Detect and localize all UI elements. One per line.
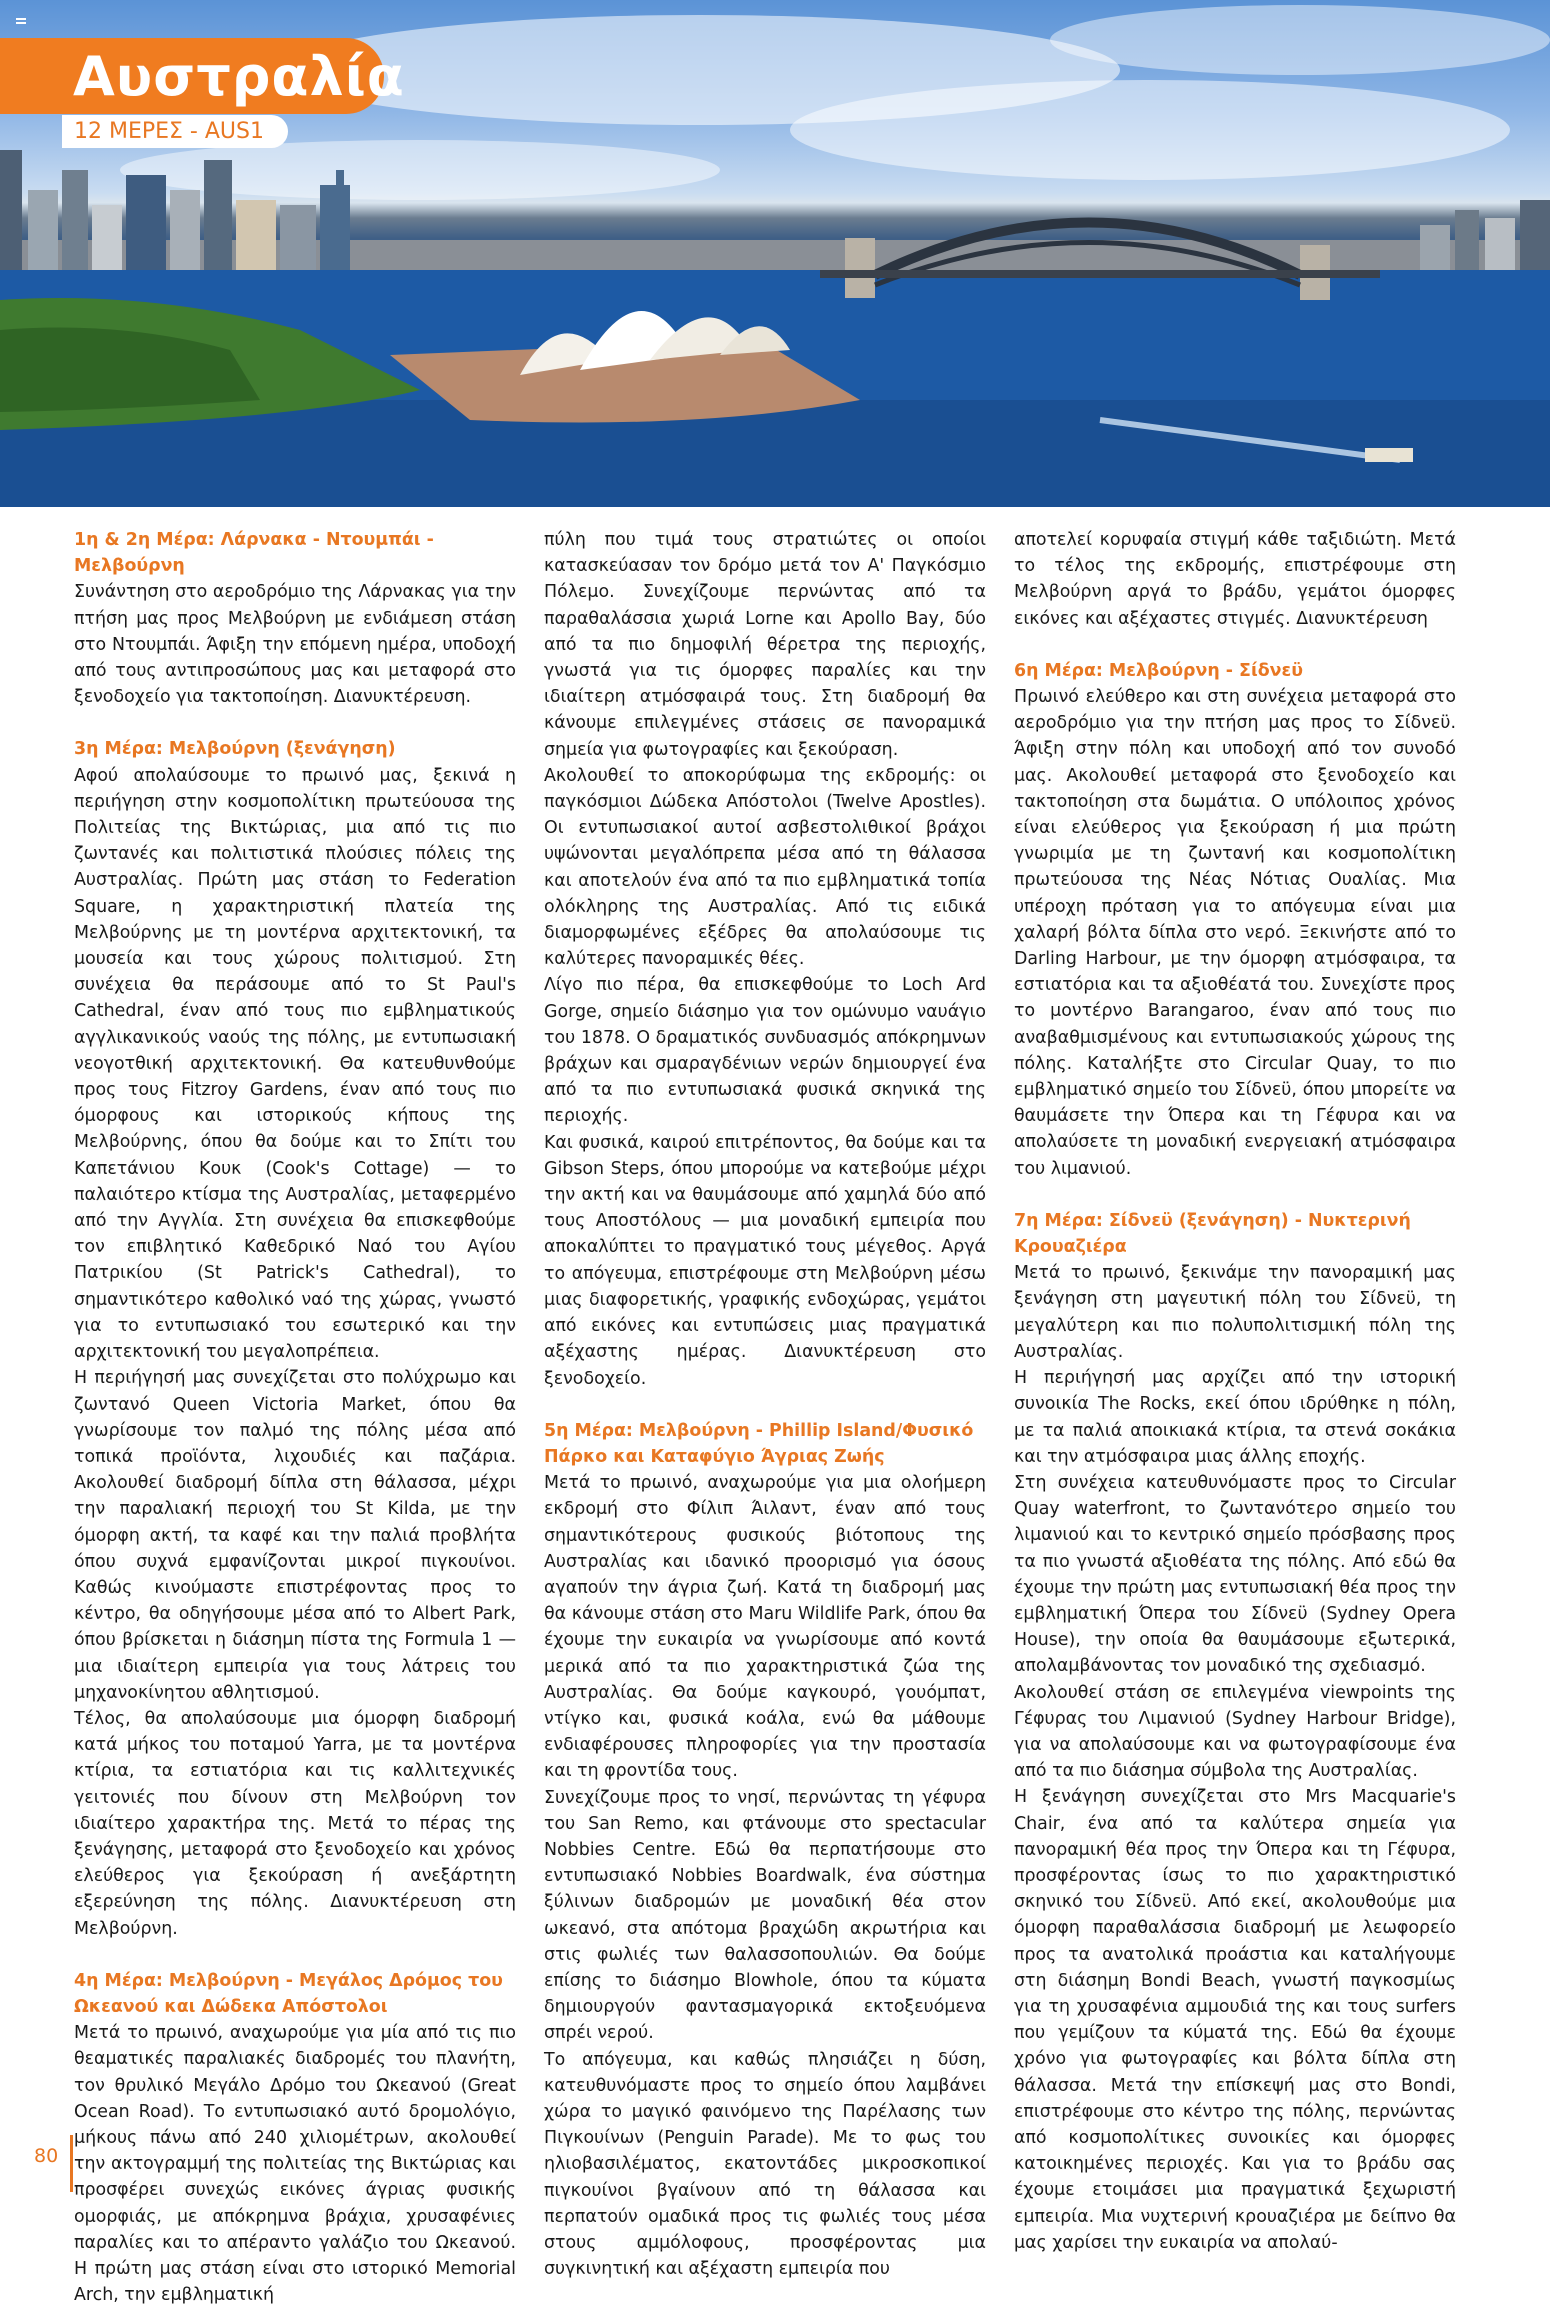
paragraph: Μετά το πρωινό, αναχωρούμε για μια ολοήμερη εκδρομή στο Φίλιπ Άιλαντ, έναν από τους σημαντικότερους φυσικούς βιότοπους της Αυστραλίας και ιδανικό προορισμό για όσους αγαπούν την άγρια ζωή. Κατά τη διαδρομή μας θα κάνουμε στάση στο Maru Wildlife Park, όπου θα έχουμε την ευκαιρία να γνωρίσουμε από κοντά μερικά από τα πιο χαρακτηριστικά ζώα της Αυστραλίας. Θα δούμε καγκουρό, γουόμπατ, ντίγκο και, φυσικά κοάλα, ενώ θα μάθουμε ενδιαφέρουσες πληροφορίες για την προστασία και τη φροντίδα τους. [544, 1473, 986, 1782]
paragraph: Και φυσικά, καιρού επιτρέποντος, θα δούμε και τα Gibson Steps, όπου μπορούμε να κατεβούμε μέχρι την ακτή και να θαυμάσουμε από χαμηλά δύο από τους Αποστόλους — μια μοναδική εμπειρία που αποκαλύπτει το πραγματικό τους μέγεθος. Αργά το απόγευμα, επιστρέφουμε στη Μελβούρνη μέσω μιας διαφορετικής, γραφικής ενδοχώρας, γεμάτοι από εικόνες και εντυπώσεις μιας πραγματικά αξέχαστης ημέρας. Διανυκτέρευση στο ξενοδοχείο. [544, 1132, 986, 1389]
day-heading: 7η Μέρα: Σίδνεϋ (ξενάγηση) - Νυκτερινή Κρουαζιέρα [1014, 1210, 1411, 1258]
paragraph: Αφού απολαύσουμε το πρωινό μας, ξεκινά η περιήγηση στην κοσμοπολίτικη πρωτεύουσα της Πολιτείας της Βικτώριας, μια από τις πιο ζωντανές και πολιτιστικά πλούσιες πόλεις της Αυστραλίας. Πρώτη μας στάση το Federation Square, η χαρακτηριστική πλατεία της Μελβούρνης με τη μοντέρνα αρχιτεκτονική, τα μουσεία και τους χώρους πολιτισμού. Στη συνέχεια θα περάσουμε από το St Paul's Cathedral, έναν από τους πιο εμβληματικούς αγγλικανικούς ναούς της πόλης, με εντυπωσιακή νεογοτθική αρχιτεκτονική. Θα κατευθυνθούμε προς τους Fitzroy Gardens, έναν από τους πιο όμορφους και ιστορικούς κήπους της Μελβούρνης, όπου θα δούμε και το Σπίτι του Καπετάνιου Κουκ (Cook's Cottage) — το παλαιότερο κτίσμα της Αυστραλίας, μεταφερμένο από την Αγγλία. Στη συνέχεια θα επισκεφθούμε τον επιβλητικό Καθεδρικό Ναό του Αγίου Πατρικίου (St Patrick's Cathedral), το σημαντικότερο καθολικό ναό της χώρας, γνωστό για το εντυπωσιακό του εσωτερικό και την αρχιτεκτονική του μεγαλοπρέπεια. [74, 765, 516, 1363]
paragraph: Στη συνέχεια κατευθυνόμαστε προς το Circular Quay waterfront, το ζωντανότερο σημείο του λιμανιού και το κεντρικό σημείο πρόσβασης προς τα πιο γνωστά αξιοθέατα της πόλης. Από εδώ θα έχουμε την πρώτη μας εντυπωσιακή θέα προς την εμβληματική Όπερα του Σίδνεϋ (Sydney Opera House), την οποία θα θαυμάσουμε εξωτερικά, απολαμβάνοντας τον μοναδικό της σχεδιασμό. [1014, 1472, 1456, 1677]
paragraph: αποτελεί κορυφαία στιγμή κάθε ταξιδιώτη. Μετά το τέλος της εκδρομής, επιστρέφουμε στη Μελβούρνη αργά το βράδυ, γεμάτοι όμορφες εικόνες και αξέχαστες στιγμές. Διανυκτέρευση [1014, 530, 1456, 629]
text-column-1 [74, 527, 516, 2308]
section-gap [1014, 632, 1456, 658]
paragraph: Η ξενάγηση συνεχίζεται στο Mrs Macquarie's Chair, ένα από τα καλύτερα σημεία για πανοραμική θέα προς την Όπερα και τη Γέφυρα, προσφέροντας ίσως το πιο χαρακτηριστικό σκηνικό του Σίδνεϋ. Από εκεί, ακολουθούμε μια όμορφη παραθαλάσσια διαδρομή με λεωφορείο προς τα ανατολικά προάστια και καταλήγουμε στη διάσημη Bondi Beach, γνωστή παγκοσμίως για τη χρυσαφένια αμμουδιά της και τους surfers που γεμίζουν τα κύματά της. Εδώ θα έχουμε χρόνο για φωτογραφίες και βόλτα δίπλα στη θάλασσα. Μετά την επίσκεψή μας στο Bondi, επιστρέφουμε στο κέντρο της πόλης, περνώντας από κοσμοπολίτικες συνοικίες και όμορφες κατοικημένες περιοχές. Και για το βράδυ σας έχουμε ετοιμάσει μια πραγματικά ξεχωριστή εμπειρία. Μια νυχτερινή κρουαζιέρα με δείπνο θα μας χαρίσει την ευκαιρία να απολαύ- [1014, 1787, 1456, 2253]
paragraph: Μετά το πρωινό, ξεκινάμε την πανοραμική μας ξενάγηση στη μαγευτική πόλη του Σίδνεϋ, τη μεγαλύτερη και πιο πολυπολιτισμική πόλη της Αυστραλίας. [1014, 1263, 1456, 1362]
day-heading: 5η Μέρα: Μελβούρνη - Phillip Island/Φυσικό Πάρκο και Καταφύγιο Άγριας Ζωής [544, 1420, 974, 1467]
day-heading: 3η Μέρα: Μελβούρνη (ξενάγηση) [74, 739, 396, 760]
tour-code: 12 ΜΕΡΕΣ - AUS1 [74, 119, 264, 144]
paragraph: Μετά το πρωινό, αναχωρούμε για μία από τις πιο θεαματικές παραλιακές διαδρομές του πλανήτη, τον θρυλικό Μεγάλο Δρόμο του Ωκεανού (Great Ocean Road). Το εντυπωσιακό αυτό δρομολόγιο, μήκους πάνω από 240 χιλιομέτρων, ακολουθεί την ακτογραμμή της πολιτείας της Βικτώριας και προσφέρει συνεχώς εικόνες άγριας φυσικής ομορφιάς, με απόκρημνα βράχια, χρυσαφένιες παραλίες και το απέραντο γαλάζιο του Ωκεανού. Η πρώτη μας στάση είναι στο ιστορικό Memorial Arch, την εμβληματική [74, 2023, 516, 2306]
paragraph: Ακολουθεί στάση σε επιλεγμένα viewpoints της Γέφυρας του Λιμανιού (Sydney Harbour Bridge), για να απολαύσουμε και να φωτογραφίσουμε ένα από τα πιο διάσημα σύμβολα της Αυστραλίας. [1014, 1682, 1456, 1782]
paragraph: Πρωινό ελεύθερο και στη συνέχεια μεταφορά στο αεροδρόμιο για την πτήση μας προς το Σίδνεϋ. Άφιξη στην πόλη και υποδοχή από τον συνοδό μας. Ακολουθεί μεταφορά στο ξενοδοχείο και τακτοποίηση στα δωμάτια. Ο υπόλοιπος χρόνος είναι ελεύθερος για ξεκούραση ή μια πρώτη γνωριμία με τη ζωντανή και κοσμοπολίτικη πρωτεύουσα της Νέας Νότιας Ουαλίας. Μια υπέροχη πρόταση για το απόγευμα είναι μια χαλαρή βόλτα δίπλα στο νερό. Ξεκινήστε από το Darling Harbour, με την όμορφη ατμόσφαιρα, τα εστιατόρια και τα αξιοθέατά του. Συνεχίστε προς το μοντέρνο Barangaroo, έναν από τους πιο αναβαθμισμένους και εντυπωσιακούς χώρους της πόλης. Καταλήξτε στο Circular Quay, το πιο εμβληματικό σημείο του Σίδνεϋ, όπου μπορείτε να θαυμάσετε την Όπερα και τη Γέφυρα και να απολαύσετε τη μοναδική ενεργειακή ατμόσφαιρα του λιμανιού. [1014, 687, 1456, 1179]
page-number-rule [70, 2135, 73, 2192]
day-heading: 1η & 2η Μέρα: Λάρνακα - Ντουμπάι - Μελβούρνη [74, 530, 434, 577]
day-heading: 6η Μέρα: Μελβούρνη - Σίδνεϋ [1014, 660, 1303, 681]
paragraph: Το απόγευμα, και καθώς πλησιάζει η δύση, κατευθυνόμαστε προς το σημείο όπου λαμβάνει χώρα το μαγικό φαινόμενο της Παρέλασης των Πιγκουίνων (Penguin Parade). Με το φως του ηλιοβασιλέματος, εκατοντάδες μικροσκοπικοί πιγκουίνοι βγαίνουν από τη θάλασσα και περπατούν ομαδικά προς τις φωλιές τους μέσα στους αμμόλοφους, προσφέροντας μια συγκινητική και αξέχαστη εμπειρία που [544, 2049, 986, 2280]
page-number: 80 [34, 2145, 59, 2167]
paragraph: Συνάντηση στο αεροδρόμιο της Λάρνακας για την πτήση μας προς Μελβούρνη με ενδιάμεση στάση στο Ντουμπάι. Άφιξη την επόμενη ημέρα, υποδοχή από τους αντιπροσώπους μας και μεταφορά στο ξενοδοχείο για τακτοποίηση. Διανυκτέρευση. [74, 582, 516, 708]
paragraph: Ακολουθεί το αποκορύφωμα της εκδρομής: οι παγκόσμιοι Δώδεκα Απόστολοι (Twelve Apostles). Οι εντυπωσιακοί αυτοί ασβεστολιθικοί βράχοι υψώνονται μεγαλόπρεπα μέσα από τη θάλασσα και αποτελούν ένα από τα πιο εμβληματικά τοπία ολόκληρης της Αυστραλίας. Από τις ειδικά διαμορφωμένες εξέδρες θα απολαύσουμε τις καλύτερες πανοραμικές θέες. [544, 765, 986, 970]
section-gap [74, 710, 516, 736]
page-title: Αυστραλία [73, 44, 405, 108]
title-badge [0, 38, 405, 114]
paragraph: Συνεχίζουμε προς το νησί, περνώντας τη γέφυρα του San Remo, και φτάνουμε στο spectacular Nobbies Centre. Εδώ θα περπατήσουμε στο εντυπωσιακό Nobbies Boardwalk, ένα σύστημα ξύλινων διαδρομών με μοναδική θέα στον ωκεανό, στα απότομα βραχώδη ακρωτήρια και στις φωλιές των θαλασσοπουλιών. Θα δούμε επίσης το διάσημο Blowhole, όπου τα κύματα δημιουργούν φαντασμαγορικά εκτοξευόμενα σπρέι νερού. [544, 1787, 986, 2044]
subtitle-badge [62, 115, 288, 148]
section-gap [1014, 1182, 1456, 1208]
section-gap [544, 1392, 986, 1418]
day-heading: 4η Μέρα: Μελβούρνη - Μεγάλος Δρόμος του Ωκεανού και Δώδεκα Απόστολοι [74, 1970, 503, 2017]
menu-icon [16, 18, 26, 26]
text-column-3 [1014, 527, 1456, 2256]
paragraph: Η περιήγησή μας αρχίζει από την ιστορική συνοικία The Rocks, εκεί όπου ιδρύθηκε η πόλη, με τα παλιά αποικιακά κτίρια, τα στενά σοκάκια και την ατμόσφαιρα μιας άλλης εποχής. [1014, 1368, 1456, 1467]
paragraph: Τέλος, θα απολαύσουμε μια όμορφη διαδρομή κατά μήκος του ποταμού Yarra, με τα μοντέρνα κτίρια, τα εστιατόρια και τις καλλιτεχνικές γειτονιές που δίνουν στη Μελβούρνη τον ιδιαίτερο χαρακτήρα της. Μετά το πέρας της ξενάγησης, μεταφορά στο ξενοδοχείο και χρόνος ελεύθερος για ξεκούραση ή ανεξάρτητη εξερεύνηση της πόλης. Διανυκτέρευση στη Μελβούρνη. [74, 1708, 516, 1939]
paragraph: Λίγο πιο πέρα, θα επισκεφθούμε το Loch Ard Gorge, σημείο διάσημο για τον ομώνυμο ναυάγιο του 1878. Ο δραματικός συνδυασμός απόκρημνων βράχων και σμαραγδένιων νερών δημιουργεί ένα από τα πιο εντυπωσιακά φυσικά σκηνικά της περιοχής. [544, 975, 986, 1127]
paragraph: Η περιήγησή μας συνεχίζεται στο πολύχρωμο και ζωντανό Queen Victoria Market, όπου θα γνωρίσουμε τον παλμό της πόλης μέσα από τοπικά προϊόντα, λιχουδιές και παζάρια. Ακολουθεί διαδρομή δίπλα στη θάλασσα, μέχρι την παραλιακή περιοχή του St Kilda, με την όμορφη ακτή, τα καφέ και την παλιά προβλήτα όπου συχνά εμφανίζονται μικροί πιγκουίνοι. Καθώς κινούμαστε επιστρέφοντας προς το κέντρο, θα οδηγήσουμε μέσα από το Albert Park, όπου βρίσκεται η διάσημη πίστα της Formula 1 — μια ιδιαίτερη εμπειρία για τους λάτρεις του μηχανοκίνητου αθλητισμού. [74, 1368, 516, 1703]
text-column-2 [544, 527, 986, 2282]
hero-photo [0, 0, 1550, 507]
paragraph: πύλη που τιμά τους στρατιώτες οι οποίοι κατασκεύασαν τον δρόμο μετά τον Α' Παγκόσμιο Πόλεμο. Συνεχίζουμε περνώντας από τα παραθαλάσσια χωριά Lorne και Apollo Bay, δύο από τα πιο δημοφιλή θέρετρα της περιοχής, γνωστά για τις όμορφες παραλίες και την ιδιαίτερη ατμόσφαιρά τους. Στη διαδρομή θα κάνουμε επιλεγμένες στάσεις σε πανοραμικά σημεία για φωτογραφίες και ξεκούραση. [544, 530, 986, 760]
section-gap [74, 1942, 516, 1968]
